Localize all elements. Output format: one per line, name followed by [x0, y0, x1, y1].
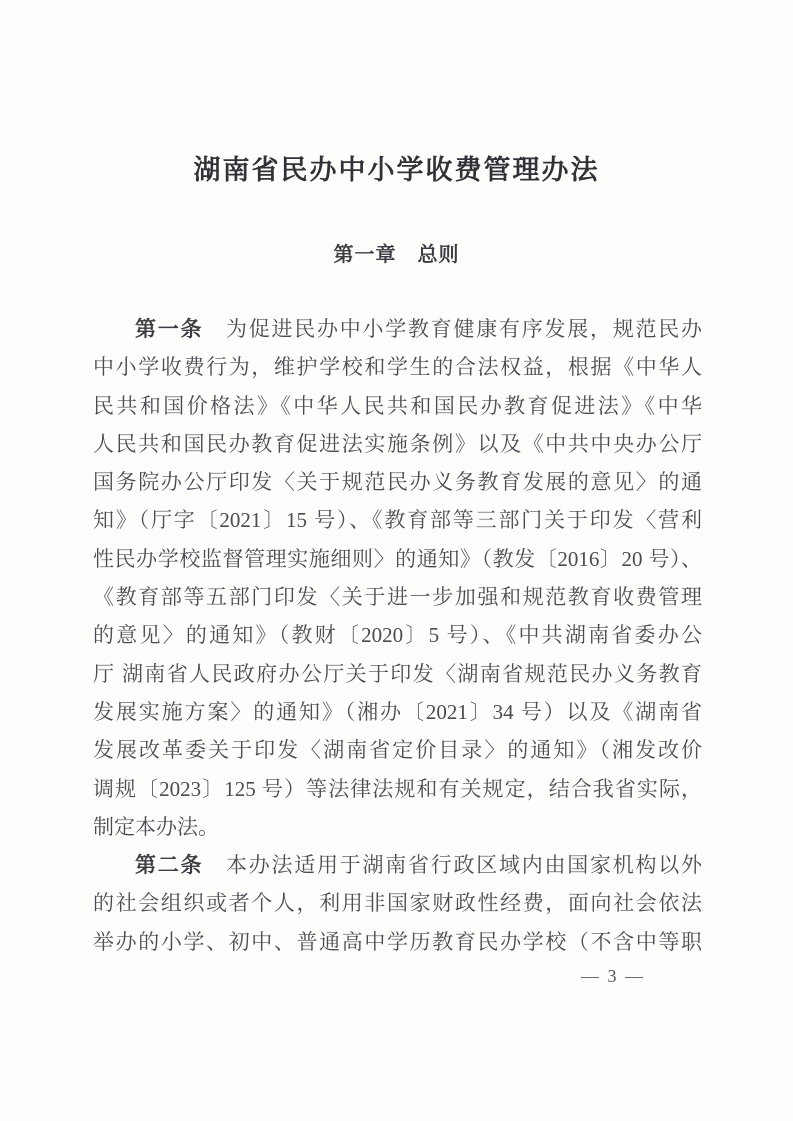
- text-line: 厅 湖南省人民政府办公厅关于印发〈湖南省规范民办义务教育: [93, 661, 702, 686]
- document-title: 湖南省民办中小学收费管理办法: [193, 155, 600, 185]
- page-number: — 3 —: [581, 966, 645, 986]
- text-line: 的社会组织或者个人，利用非国家财政性经费，面向社会依法: [93, 891, 702, 916]
- text-line: 举办的小学、初中、普通高中学历教育民办学校（不含中等职: [93, 929, 702, 954]
- text-line: 人民共和国民办教育促进法实施条例》以及《中共中央办公厅: [93, 431, 702, 456]
- text-line: 发展实施方案〉的通知》（湘办〔2021〕34 号）以及《湖南省: [93, 699, 702, 724]
- text-line: 调规〔2023〕125 号）等法律法规和有关规定，结合我省实际，: [93, 776, 702, 801]
- text-line: 第一条 为促进民办中小学教育健康有序发展，规范民办: [135, 317, 702, 341]
- document-body: [93, 310, 702, 961]
- article-number: 第二条: [135, 853, 204, 878]
- text-line: 《教育部等五部门印发〈关于进一步加强和规范教育收费管理: [93, 585, 702, 610]
- text-line: 性民办学校监督管理实施细则〉的通知》（教发〔2016〕20 号）、: [93, 546, 702, 571]
- text-line: 中小学收费行为，维护学校和学生的合法权益，根据《中华人: [93, 355, 702, 380]
- text-line: 的意见〉的通知》（教财〔2020〕5 号）、《中共湖南省委办公: [93, 623, 702, 648]
- text-line: 民共和国价格法》《中华人民共和国民办教育促进法》《中华: [93, 393, 702, 418]
- article-number: 第一条: [135, 317, 204, 341]
- chapter-heading: 第一章 总则: [333, 244, 460, 266]
- text-line: 制定本办法。: [93, 814, 219, 839]
- text-line: 第二条 本办法适用于湖南省行政区域内由国家机构以外: [135, 853, 702, 878]
- text-line: 国务院办公厅印发〈关于规范民办义务教育发展的意见〉的通: [93, 470, 702, 495]
- text-line: 知》（厅字〔2021〕15 号）、《教育部等三部门关于印发〈营利: [93, 508, 702, 533]
- text-line: 发展改革委关于印发〈湖南省定价目录〉的通知》（湘发改价: [93, 738, 702, 763]
